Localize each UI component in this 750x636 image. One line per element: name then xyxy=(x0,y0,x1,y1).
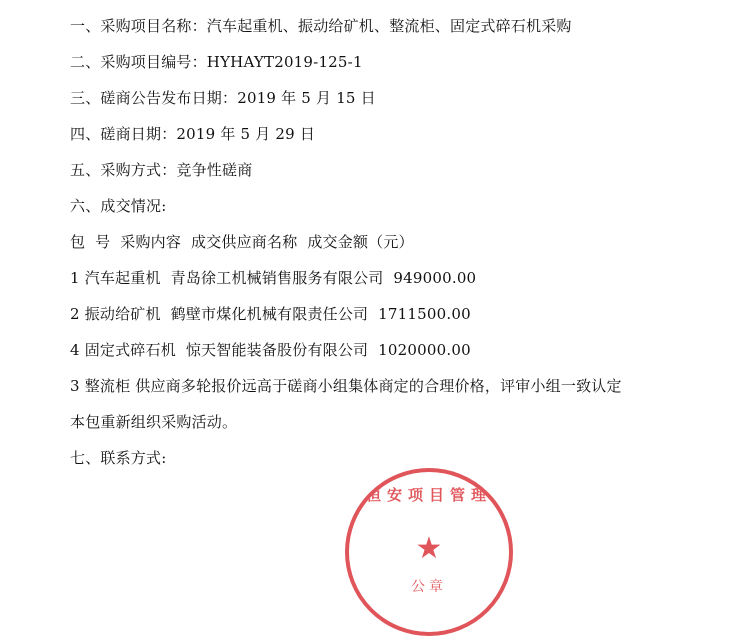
seal-subtitle: 公章 xyxy=(411,579,447,595)
award-note-package-3: 3 整流柜 供应商多轮报价远高于磋商小组集体商定的合理价格，评审小组一致认定本包重新组织采购活动。 xyxy=(70,377,622,431)
red-seal-stamp xyxy=(345,468,513,636)
item-announcement-date: 三、磋商公告发布日期：2019 年 5 月 15 日 xyxy=(70,89,376,107)
item-contact-heading: 七、联系方式: xyxy=(70,449,167,467)
item-project-name: 一、采购项目名称：汽车起重机、振动给矿机、整流柜、固定式碎石机采购 xyxy=(70,17,572,35)
award-row-4: 4 固定式碎石机 惊天智能装备股份有限公司 1020000.00 xyxy=(70,341,471,359)
award-table-header: 包 号 采购内容 成交供应商名称 成交金额（元） xyxy=(70,233,414,251)
item-award-results-heading: 六、成交情况: xyxy=(70,197,167,215)
seal-star-icon: ★ xyxy=(415,531,443,566)
item-procurement-method: 五、采购方式：竞争性磋商 xyxy=(70,161,253,179)
award-row-2: 2 振动给矿机 鹤壁市煤化机械有限责任公司 1711500.00 xyxy=(70,305,471,323)
item-project-number: 二、采购项目编号：HYHAYT2019-125-1 xyxy=(70,53,363,71)
seal-title: 恒安项目管理 xyxy=(365,486,492,504)
award-row-1: 1 汽车起重机 青岛徐工机械销售服务有限公司 949000.00 xyxy=(70,269,477,287)
item-negotiation-date: 四、磋商日期：2019 年 5 月 29 日 xyxy=(70,125,316,143)
